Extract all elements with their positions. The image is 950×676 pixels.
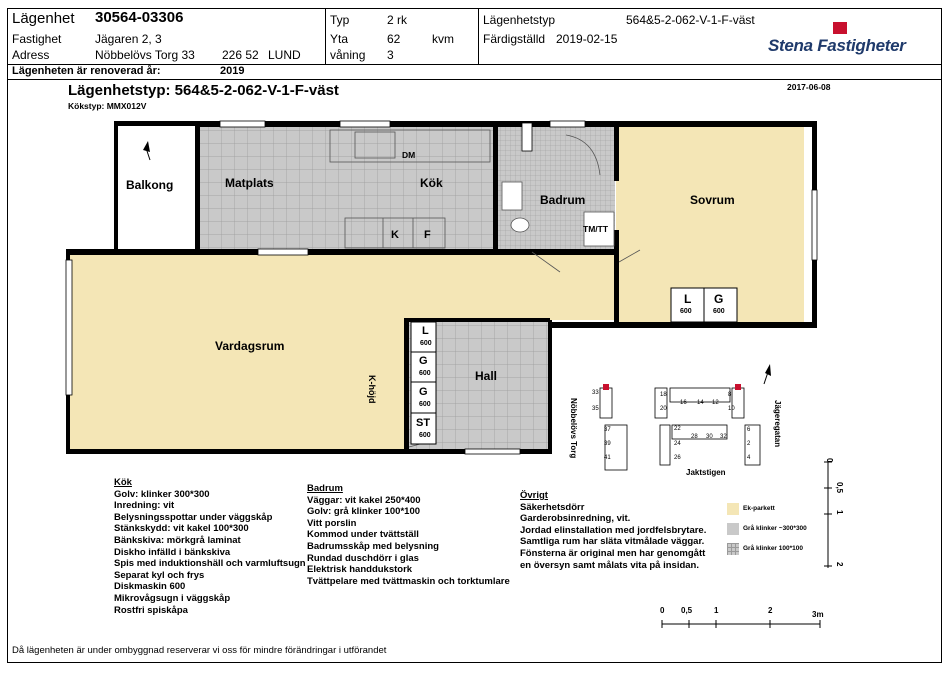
street-nobbelovs-torg: Nöbbelövs Torg bbox=[569, 398, 578, 459]
kitchen-note-line: Diskho infälld i bänkskiva bbox=[114, 546, 231, 558]
fridge-label: K bbox=[391, 229, 399, 241]
legend-swatch-tile100 bbox=[727, 543, 739, 555]
hall-wardrobe-g2-width: 600 bbox=[419, 401, 431, 408]
floor-label: våning bbox=[330, 48, 366, 62]
street-jaktstigen: Jaktstigen bbox=[686, 468, 726, 477]
bedroom-wardrobe-g: G bbox=[714, 292, 724, 306]
kitchen-type: Kökstyp: MMX012V bbox=[68, 101, 147, 111]
hall-wardrobe-g2: G bbox=[419, 386, 428, 398]
hscale-label: 0 bbox=[660, 606, 665, 615]
bathroom-note-line: Tvättpelare med tvättmaskin och torktumlare bbox=[307, 575, 510, 587]
house-number: 14 bbox=[697, 400, 704, 406]
other-note-line: Jordad elinstallation med jordfelsbrytare. bbox=[520, 524, 707, 536]
hscale-label: 3m bbox=[812, 610, 824, 619]
house-number: 6 bbox=[747, 427, 751, 433]
kitchen-notes bbox=[114, 477, 306, 616]
freezer-label: F bbox=[424, 229, 431, 241]
house-number: 28 bbox=[691, 434, 698, 440]
dishwasher-label: DM bbox=[402, 150, 416, 160]
house-number: 26 bbox=[674, 455, 681, 461]
hall-wardrobe-g1: G bbox=[419, 355, 428, 367]
vscale-label: 1 bbox=[835, 510, 844, 515]
hall-cabinet-st-width: 600 bbox=[419, 432, 431, 439]
house-number: 10 bbox=[728, 406, 735, 412]
house-number: 8 bbox=[728, 392, 732, 398]
k-height-label: K-höjd bbox=[367, 375, 377, 404]
bedroom-wardrobe-l: L bbox=[684, 292, 692, 306]
bathroom-note-line: Rundad duschdörr i glas bbox=[307, 552, 419, 564]
kitchen-note-line: Belysningsspottar under väggskåp bbox=[114, 511, 273, 523]
other-note-line: en översyn samt målats vita på insidan. bbox=[520, 559, 699, 571]
house-number: 2 bbox=[747, 441, 751, 447]
kitchen-note-line: Rostfri spiskåpa bbox=[114, 604, 188, 616]
hall-wardrobe-l-width: 600 bbox=[420, 340, 432, 347]
area-label: Yta bbox=[330, 32, 349, 46]
address-value: Nöbbelövs Torg 33 bbox=[95, 48, 195, 62]
house-number: 33 bbox=[592, 390, 599, 396]
room-dining: Matplats bbox=[225, 176, 274, 190]
kitchen-note-line: Spis med induktionshäll och varmluftsugn bbox=[114, 558, 306, 570]
completed-value: 2019-02-15 bbox=[556, 32, 618, 46]
house-number: 37 bbox=[604, 427, 611, 433]
renovated-label: Lägenheten är renoverad år: bbox=[12, 65, 161, 77]
compass-arrow-head-icon bbox=[765, 364, 771, 376]
bathroom-note-line: Kommod under tvättställ bbox=[307, 529, 419, 541]
hall-wardrobe-g1-width: 600 bbox=[419, 370, 431, 377]
kitchen-note-line: Diskmaskin 600 bbox=[114, 581, 186, 593]
vscale-label: 0 bbox=[825, 458, 834, 463]
company-logo-text: Stena Fastigheter bbox=[768, 36, 906, 55]
washer-dryer-label: TM/TT bbox=[583, 224, 609, 234]
house-number: 39 bbox=[604, 441, 611, 447]
vscale-label: 2 bbox=[835, 562, 844, 567]
apartment-label: Lägenhet bbox=[12, 10, 75, 27]
kitchen-note-line: Golv: klinker 300*300 bbox=[114, 488, 210, 500]
room-balcony: Balkong bbox=[126, 178, 174, 192]
footer-disclaimer: Då lägenheten är under ombyggnad reserverar vi oss för mindre förändringar i utförandet bbox=[12, 645, 387, 656]
kitchen-notes-title: Kök bbox=[114, 477, 132, 488]
renovated-year: 2019 bbox=[220, 65, 245, 77]
apt-type-label: Lägenhetstyp bbox=[483, 13, 556, 27]
address-label: Adress bbox=[12, 48, 50, 62]
legend-label-tile100: Grå klinker 100*100 bbox=[743, 545, 803, 552]
area-value: 62 bbox=[387, 32, 401, 46]
house-number: 41 bbox=[604, 455, 611, 461]
plan-title: Lägenhetstyp: 564&5-2-062-V-1-F-väst bbox=[68, 82, 339, 99]
legend-label-parquet: Ek-parkett bbox=[743, 505, 775, 512]
bedroom-wardrobe-l-width: 600 bbox=[680, 308, 692, 315]
house-number: 12 bbox=[712, 400, 719, 406]
house-number: 20 bbox=[660, 406, 667, 412]
bathroom-note-line: Väggar: vit kakel 250*400 bbox=[307, 494, 421, 506]
bathroom-note-line: Elektrisk handdukstork bbox=[307, 564, 413, 576]
hscale-label: 2 bbox=[768, 606, 773, 615]
apt-type-value: 564&5-2-062-V-1-F-väst bbox=[626, 13, 755, 27]
house-number: 18 bbox=[660, 392, 667, 398]
other-note-line: Garderobsinredning, vit. bbox=[520, 513, 631, 525]
hall-wardrobe-l: L bbox=[422, 325, 429, 337]
house-number: 22 bbox=[674, 426, 681, 432]
other-notes-title: Övrigt bbox=[520, 490, 548, 501]
house-number: 16 bbox=[680, 400, 687, 406]
kitchen-note-line: Inredning: vit bbox=[114, 500, 175, 512]
area-unit: kvm bbox=[432, 32, 454, 46]
vscale-label: 0,5 bbox=[835, 482, 844, 494]
bathroom-notes bbox=[307, 483, 510, 587]
room-kitchen: Kök bbox=[420, 176, 443, 190]
house-number: 4 bbox=[747, 455, 751, 461]
kitchen-note-line: Separat kyl och frys bbox=[114, 569, 205, 581]
bedroom-wardrobes bbox=[671, 288, 737, 322]
bedroom-wardrobe-g-width: 600 bbox=[713, 308, 725, 315]
property-value: Jägaren 2, 3 bbox=[95, 32, 162, 46]
property-label: Fastighet bbox=[12, 32, 62, 46]
house-number: 32 bbox=[720, 434, 727, 440]
site-map-marker-1 bbox=[603, 384, 609, 390]
postal-code: 226 52 bbox=[222, 48, 259, 62]
bathroom-note-line: Vitt porslin bbox=[307, 517, 357, 529]
kitchen-note-line: Mikrovågsugn i väggskåp bbox=[114, 592, 231, 604]
other-note-line: Säkerhetsdörr bbox=[520, 501, 585, 513]
bathroom-note-line: Badrumsskåp med belysning bbox=[307, 540, 439, 552]
site-map-marker-2 bbox=[735, 384, 741, 390]
room-hall: Hall bbox=[475, 369, 498, 383]
other-notes bbox=[520, 490, 706, 571]
plan-date: 2017-06-08 bbox=[787, 82, 831, 92]
other-note-line: Samtliga rum har släta vitmålade väggar. bbox=[520, 536, 705, 548]
room-bedroom: Sovrum bbox=[690, 193, 735, 207]
bathroom-notes-title: Badrum bbox=[307, 483, 343, 494]
kitchen-note-line: Stänkskydd: vit kakel 100*300 bbox=[114, 523, 249, 535]
street-jageregatan: Jägeregatan bbox=[773, 400, 782, 448]
legend-label-tile300: Grå klinker ~300*300 bbox=[743, 525, 807, 532]
legend-swatch-tile300 bbox=[727, 523, 739, 535]
room-bathroom: Badrum bbox=[540, 193, 586, 207]
kitchen-note-line: Bänkskiva: mörkgrå laminat bbox=[114, 534, 241, 546]
hscale-label: 1 bbox=[714, 606, 719, 615]
room-living: Vardagsrum bbox=[215, 339, 285, 353]
other-note-line: Fönsterna är original men har genomgått bbox=[520, 547, 706, 559]
type-value: 2 rk bbox=[387, 13, 408, 27]
legend-swatch-parquet bbox=[727, 503, 739, 515]
living-floor-upper bbox=[70, 255, 616, 320]
apartment-number: 30564-03306 bbox=[95, 9, 184, 26]
city: LUND bbox=[268, 48, 301, 62]
house-number: 30 bbox=[706, 434, 713, 440]
completed-label: Färdigställd bbox=[483, 32, 546, 46]
type-label: Typ bbox=[330, 13, 350, 27]
house-number: 24 bbox=[674, 441, 681, 447]
house-number: 35 bbox=[592, 406, 599, 412]
hall-cabinet-st: ST bbox=[416, 417, 431, 429]
hscale-label: 0,5 bbox=[681, 606, 693, 615]
bathroom-note-line: Golv: grå klinker 100*100 bbox=[307, 506, 421, 518]
floor-value: 3 bbox=[387, 48, 394, 62]
